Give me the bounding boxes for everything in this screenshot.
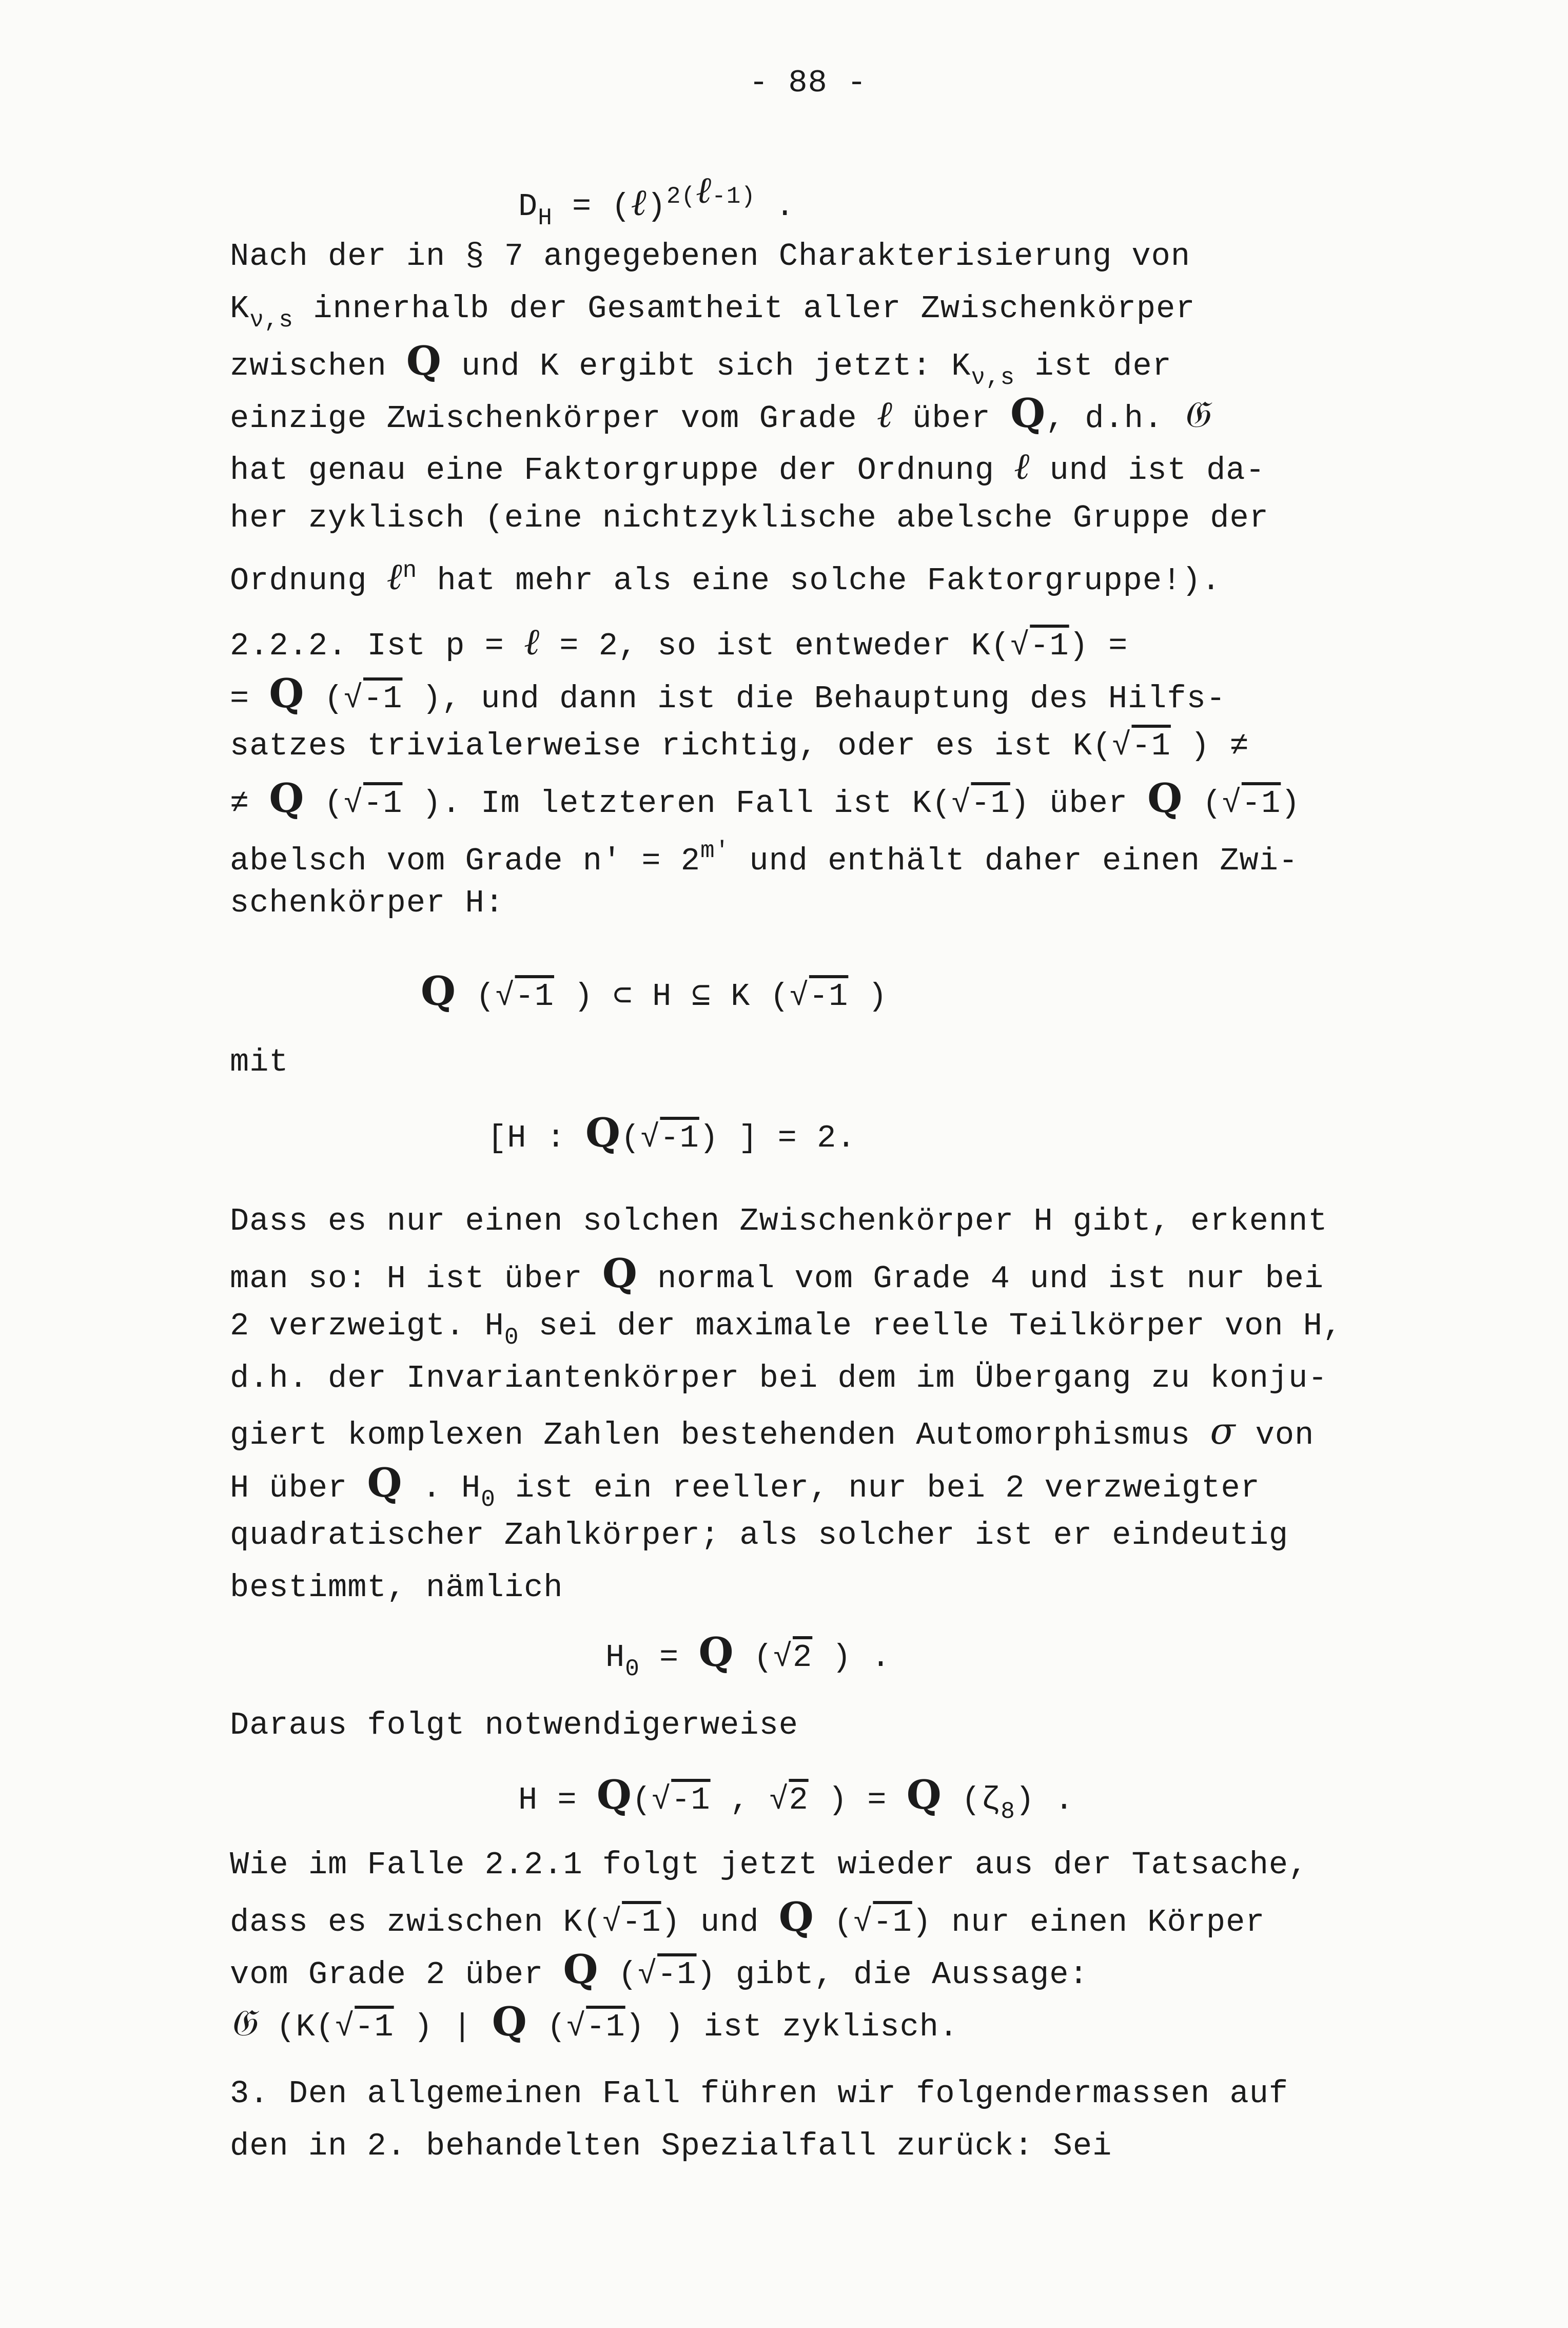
display-equation-degree: [H : Q(√-1) ] = 2.	[487, 1110, 856, 1156]
text-line: man so: H ist über Q normal vom Grade 4 und ist nur bei	[230, 1250, 1324, 1297]
text-line: mit	[230, 1044, 289, 1080]
section-heading-3: 3. Den allgemeinen Fall führen wir folgendermassen auf	[230, 2075, 1289, 2112]
text-line: dass es zwischen K(√-1) und Q (√-1) nur einen Körper	[230, 1894, 1265, 1941]
text-line: Nach der in § 7 angegebenen Charakterisierung von	[230, 238, 1191, 275]
text-line: ≠ Q (√-1 ). Im letzteren Fall ist K(√-1) über Q (√-1)	[230, 775, 1301, 822]
display-equation-discriminant: $D_H$ = (ℓ)$^{2(\ell-1)}$ .	[518, 168, 795, 231]
display-equation-h0: $H_0 = Q$ (√2 ) .	[605, 1629, 891, 1682]
text-line: H über Q . $H_0$ ist ein reeller, nur bei 2 verzweigter	[230, 1460, 1260, 1513]
text-line: $K_{\nu,s}$ innerhalb der Gesamtheit aller Zwischenkörper	[230, 290, 1195, 334]
text-line: satzes trivialerweise richtig, oder es ist K(√-1 ) ≠	[230, 728, 1249, 764]
text-line: giert komplexen Zahlen bestehenden Automorphismus σ von	[230, 1409, 1315, 1453]
text-line: bestimmt, nämlich	[230, 1569, 563, 1606]
text-line: Ordnung ℓ$^n$ hat mehr als eine solche Faktorgruppe!).	[230, 555, 1221, 599]
text-line: 𝔊 (K(√-1 ) | Q (√-1) ) ist zyklisch.	[230, 1999, 959, 2045]
text-line: Daraus folgt notwendigerweise	[230, 1707, 798, 1743]
text-line: abelsch vom Grade $n' = 2^{m'}$ und enthält daher einen Zwi-	[230, 838, 1299, 879]
text-line: her zyklisch (eine nichtzyklische abelsche Gruppe der	[230, 500, 1269, 536]
text-line: den in 2. behandelten Spezialfall zurück: Sei	[230, 2128, 1112, 2164]
display-equation-h: H = Q(√-1 , √2 ) = Q $(\zeta_8)$ .	[518, 1772, 1074, 1825]
text-line: hat genau eine Faktorgruppe der Ordnung ℓ und ist da-	[230, 444, 1265, 489]
text-line: zwischen Q und K ergibt sich jetzt: $K_{\nu,s}$ ist der	[230, 338, 1172, 391]
text-line: d.h. der Invariantenkörper bei dem im Übergang zu konju-	[230, 1360, 1328, 1396]
text-line: Dass es nur einen solchen Zwischenkörper H gibt, erkennt	[230, 1203, 1328, 1239]
section-heading-2-2-2: 2.2.2. Ist p = ℓ = 2, so ist entweder K(√-1) =	[230, 620, 1128, 664]
page-number: - 88 -	[749, 65, 867, 101]
display-equation-inclusion: Q (√-1 ) ⊂ H ⊆ K (√-1 )	[421, 968, 888, 1015]
text-line: 2 verzweigt. $H_0$ sei der maximale reelle Teilkörper von H,	[230, 1308, 1343, 1351]
text-line: einzige Zwischenkörper vom Grade ℓ über Q, d.h. 𝔊	[230, 390, 1210, 437]
text-line: vom Grade 2 über Q (√-1) gibt, die Aussage:	[230, 1946, 1089, 1993]
text-line: = Q (√-1 ), und dann ist die Behauptung des Hilfs-	[230, 670, 1226, 717]
text-line: quadratischer Zahlkörper; als solcher ist er eindeutig	[230, 1517, 1289, 1554]
text-line: Wie im Falle 2.2.1 folgt jetzt wieder aus der Tatsache,	[230, 1847, 1308, 1883]
text-line: schenkörper H:	[230, 885, 504, 921]
